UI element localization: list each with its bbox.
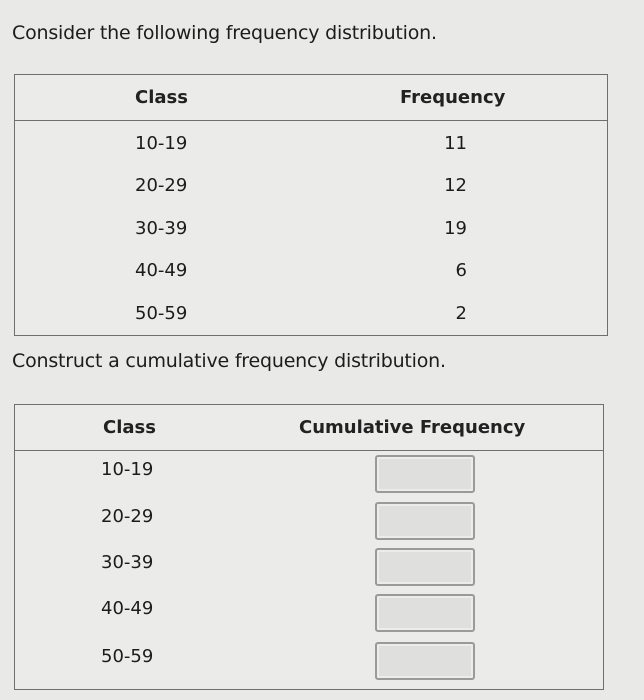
class-cell: 40-49 bbox=[135, 260, 188, 281]
table-row bbox=[15, 590, 603, 630]
table-row bbox=[15, 125, 607, 165]
class-cell: 50-59 bbox=[135, 303, 188, 324]
table-row bbox=[15, 498, 603, 538]
frequency-cell: 11 bbox=[444, 133, 467, 154]
table-row bbox=[15, 638, 603, 678]
class-cell: 10-19 bbox=[101, 459, 154, 480]
frequency-table-header bbox=[15, 75, 607, 121]
table-row bbox=[15, 252, 607, 292]
column-header-cumulative-frequency: Cumulative Frequency bbox=[299, 417, 526, 438]
frequency-table bbox=[14, 74, 608, 336]
cumulative-table-header bbox=[15, 405, 603, 451]
class-cell: 30-39 bbox=[101, 552, 154, 573]
table-row bbox=[15, 167, 607, 207]
column-header-frequency: Frequency bbox=[400, 87, 506, 108]
class-cell: 40-49 bbox=[101, 598, 154, 619]
frequency-cell: 12 bbox=[444, 175, 467, 196]
cumulative-frequency-input-20-29[interactable] bbox=[375, 502, 475, 540]
cumulative-frequency-input-10-19[interactable] bbox=[375, 455, 475, 493]
cumulative-frequency-table bbox=[14, 404, 604, 690]
class-cell: 50-59 bbox=[101, 646, 154, 667]
cumulative-frequency-input-30-39[interactable] bbox=[375, 548, 475, 586]
column-header-class: Class bbox=[135, 87, 188, 108]
frequency-cell: 6 bbox=[455, 260, 467, 281]
class-cell: 20-29 bbox=[101, 506, 154, 527]
class-cell: 30-39 bbox=[135, 218, 188, 239]
frequency-cell: 2 bbox=[455, 303, 467, 324]
class-cell: 10-19 bbox=[135, 133, 188, 154]
table-row bbox=[15, 210, 607, 250]
column-header-class: Class bbox=[103, 417, 156, 438]
class-cell: 20-29 bbox=[135, 175, 188, 196]
table-row bbox=[15, 451, 603, 491]
table-row bbox=[15, 295, 607, 335]
cumulative-frequency-input-50-59[interactable] bbox=[375, 642, 475, 680]
table-row bbox=[15, 544, 603, 584]
frequency-cell: 19 bbox=[444, 218, 467, 239]
instruction-text: Construct a cumulative frequency distribution. bbox=[12, 350, 446, 372]
cumulative-frequency-input-40-49[interactable] bbox=[375, 594, 475, 632]
intro-text: Consider the following frequency distribution. bbox=[12, 22, 437, 44]
